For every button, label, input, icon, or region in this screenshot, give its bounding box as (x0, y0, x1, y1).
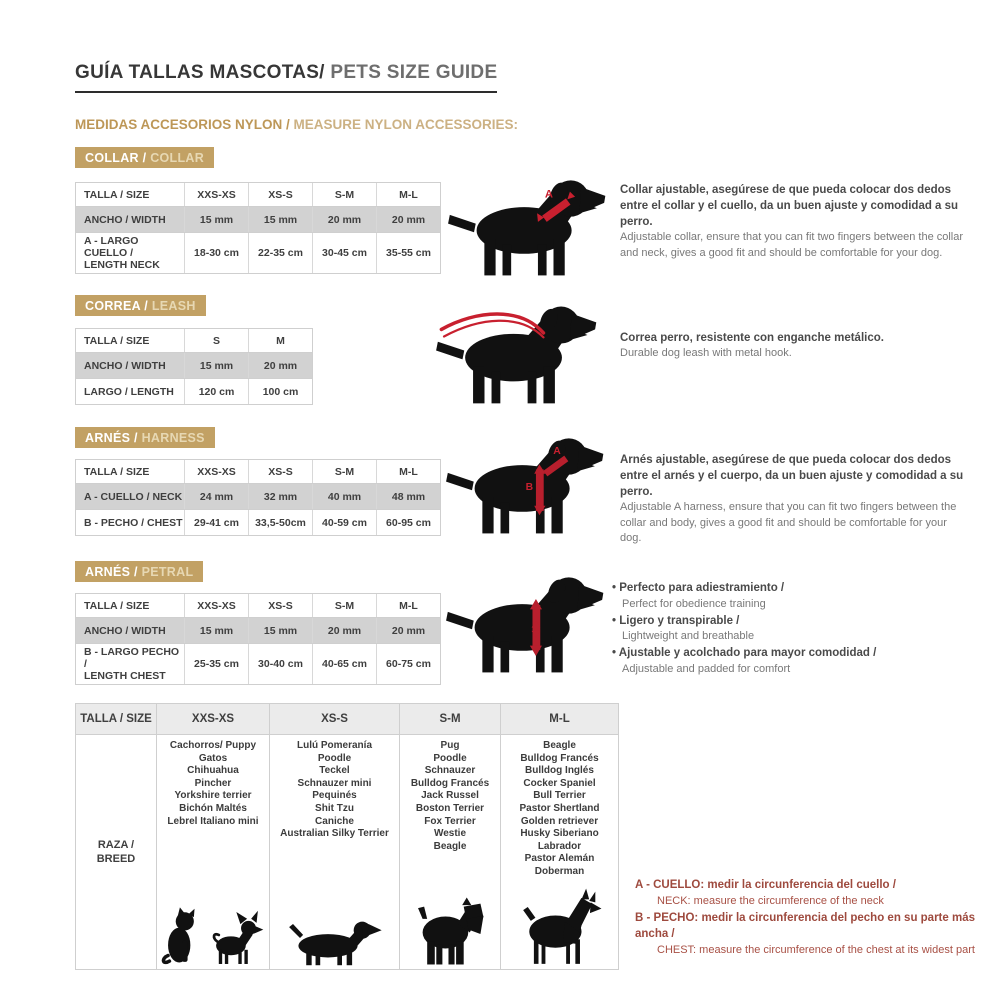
table-cell: ANCHO / WIDTH (84, 359, 166, 372)
table-col-header: TALLA / SIZE (84, 465, 150, 478)
table-cell: 20 mm (312, 618, 376, 643)
table-cell: 15 mm (184, 618, 248, 643)
table-cell: A - LARGO CUELLO / LENGTH NECK (84, 235, 160, 271)
breed-table (75, 703, 619, 970)
col-header-xxs-xs: XXS-XS (156, 704, 269, 734)
table-cell: 25-35 cm (184, 644, 248, 684)
col-header-size: TALLA / SIZE (76, 704, 156, 734)
leash-section-tag (75, 295, 206, 316)
breed-item: Doberman (534, 865, 585, 877)
table-col-header: S (184, 329, 248, 352)
schnauzer-icon (413, 896, 487, 966)
row-label-en: BREED (96, 853, 136, 865)
table-col-header: TALLA / SIZE (84, 334, 150, 347)
collar-section-tag (75, 147, 214, 168)
row-label-es: RAZA / (97, 839, 135, 851)
breed-item: Pincher (194, 777, 232, 789)
bullet-es: • Perfecto para adiestramiento / (612, 582, 785, 594)
doberman-icon (517, 888, 603, 966)
harness-mark-a: A (553, 445, 561, 457)
dog-collar-icon (448, 170, 608, 278)
harness-description (620, 452, 965, 546)
table-cell: 15 mm (248, 618, 312, 643)
table-col-header: S-M (312, 460, 376, 483)
breed-item: Bichón Maltés (179, 802, 247, 814)
breed-col-xxs-xs (156, 735, 269, 969)
tag-es: COLLAR / (85, 151, 147, 165)
harness-table (75, 459, 441, 536)
breed-item: Bulldog Inglés (525, 765, 594, 777)
breed-item: Bulldog Francés (410, 777, 490, 789)
table-col-header: M-L (376, 594, 440, 617)
cat-icon (161, 906, 203, 966)
petral-section-tag (75, 561, 203, 582)
breed-item: Lebrel Italiano mini (167, 815, 259, 827)
table-cell: 15 mm (248, 207, 312, 232)
breed-item: Fox Terrier (424, 815, 476, 827)
petral-features (612, 580, 972, 678)
table-col-header: M (248, 329, 312, 352)
breed-row-label (76, 735, 156, 969)
page-title-es: GUÍA TALLAS MASCOTAS/ (75, 62, 325, 83)
breed-item: Boston Terrier (415, 802, 485, 814)
table-cell: 40-65 cm (312, 644, 376, 684)
table-cell: 18-30 cm (184, 233, 248, 273)
breed-col-xs-s (269, 735, 399, 969)
breed-item: Schnauzer mini (297, 777, 372, 789)
col-header-m-l: M-L (500, 704, 618, 734)
collar-description (620, 182, 965, 261)
breed-item: Bull Terrier (533, 790, 586, 802)
tag-en: COLLAR (146, 151, 205, 165)
measure-notes (635, 877, 1000, 959)
subtitle-es: MEDIDAS ACCESORIOS NYLON / (75, 117, 290, 132)
table-col-header: XS-S (248, 183, 312, 206)
harness-desc-es: Arnés ajustable, asegúrese de que pueda colocar dos dedos entre el arnés y el cuerpo, da un buen ajuste y comodidad a su perro. (620, 454, 964, 499)
breed-item: Caniche (315, 815, 354, 827)
breed-item: Beagle (433, 840, 467, 852)
tag-es: ARNÉS / (85, 565, 138, 579)
breed-item: Pequinés (312, 790, 357, 802)
note-b-es: B - PECHO: medir la circunferencia del pecho en su parte más ancha / (635, 911, 975, 941)
table-cell: ANCHO / WIDTH (84, 213, 166, 226)
table-col-header: M-L (376, 460, 440, 483)
table-cell: B - PECHO / CHEST (84, 516, 183, 529)
tag-en: LEASH (148, 299, 196, 313)
breed-item: Labrador (537, 840, 582, 852)
breed-item: Schnauzer (424, 765, 476, 777)
breed-item: Jack Russel (421, 790, 479, 802)
table-cell: 32 mm (248, 484, 312, 509)
tag-es: ARNÉS / (85, 431, 138, 445)
breed-item: Cachorros/ Puppy (169, 740, 257, 751)
dog-leash-icon (430, 296, 605, 406)
table-cell: 22-35 cm (248, 233, 312, 273)
leash-table (75, 328, 313, 405)
table-cell: 100 cm (248, 379, 312, 404)
dog-harness-icon (446, 428, 606, 536)
breed-item: Pastor Alemán (524, 853, 595, 865)
leash-description (620, 330, 965, 361)
page-subtitle (75, 117, 518, 132)
breed-item: Poodle (317, 752, 352, 764)
table-col-header: TALLA / SIZE (84, 188, 150, 201)
table-col-header: XS-S (248, 460, 312, 483)
table-col-header: XXS-XS (184, 183, 248, 206)
subtitle-en: MEASURE NYLON ACCESSORIES: (289, 117, 519, 132)
table-cell: 48 mm (376, 484, 440, 509)
table-cell: LARGO / LENGTH (84, 385, 174, 398)
harness-mark-b: B (525, 482, 534, 494)
breed-item: Beagle (543, 740, 576, 751)
breed-col-s-m (399, 735, 500, 969)
breed-item: Australian Silky Terrier (280, 828, 389, 840)
table-cell: 30-40 cm (248, 644, 312, 684)
table-cell: 35-55 cm (376, 233, 440, 273)
table-cell: 24 mm (184, 484, 248, 509)
table-cell: 20 mm (312, 207, 376, 232)
table-cell: 20 mm (376, 207, 440, 232)
breed-col-m-l (500, 735, 618, 969)
table-cell: ANCHO / WIDTH (84, 624, 166, 637)
harness-desc-en: Adjustable A harness, ensure that you can fit two fingers between the collar and body, gives a good fit and should be comfortable for your dog. (620, 501, 957, 545)
col-header-xs-s: XS-S (269, 704, 399, 734)
harness-section-tag (75, 427, 215, 448)
petral-table (75, 593, 441, 685)
breed-item: Lulú Pomeranía (296, 740, 372, 751)
breed-item: Chihuahua (187, 765, 239, 777)
breed-item: Pastor Shertland (519, 802, 600, 814)
breed-item: Westie (433, 828, 467, 840)
breed-item: Golden retriever (520, 815, 599, 827)
collar-desc-es: Collar ajustable, asegúrese de que pueda colocar dos dedos entre el collar y el cuello, da un buen ajuste y comodidad a su perro. (620, 184, 959, 229)
bullet-en: Perfect for obedience training (622, 597, 766, 610)
table-col-header: TALLA / SIZE (84, 599, 150, 612)
collar-mark-a: A (544, 188, 553, 201)
breed-item: Poodle (433, 752, 467, 764)
breed-item: Cocker Spaniel (523, 777, 596, 789)
bullet-en: Adjustable and padded for comfort (622, 662, 791, 675)
tag-en: PETRAL (137, 565, 194, 579)
table-col-header: M-L (376, 183, 440, 206)
note-b-en: CHEST: measure the circumference of the chest at its widest part (657, 943, 975, 956)
table-col-header: S-M (312, 183, 376, 206)
table-cell: 20 mm (376, 618, 440, 643)
dog-petral-icon (446, 567, 606, 675)
breed-item: Teckel (319, 765, 350, 777)
page-title-en: PETS SIZE GUIDE (324, 62, 498, 83)
table-cell: 40-59 cm (312, 510, 376, 535)
table-cell: 15 mm (184, 207, 248, 232)
collar-desc-en: Adjustable collar, ensure that you can fit two fingers between the collar and neck, gives a good fit and should be comfortable for your dog. (620, 231, 964, 259)
table-cell: 33,5-50cm (248, 510, 312, 535)
table-cell: B - LARGO PECHO / LENGTH CHEST (84, 646, 180, 682)
breed-table-header (76, 704, 618, 735)
bullet-es: • Ligero y transpirable / (612, 614, 740, 627)
table-col-header: S-M (312, 594, 376, 617)
chihuahua-icon (209, 908, 265, 966)
tag-en: HARNESS (137, 431, 205, 445)
breed-item: Bulldog Francés (520, 752, 599, 764)
breed-item: Pug (440, 740, 460, 751)
table-col-header: XS-S (248, 594, 312, 617)
col-header-s-m: S-M (399, 704, 500, 734)
table-cell: 120 cm (184, 379, 248, 404)
table-cell: 15 mm (184, 353, 248, 378)
table-cell: 40 mm (312, 484, 376, 509)
table-cell: 29-41 cm (184, 510, 248, 535)
leash-desc-es: Correa perro, resistente con enganche metálico. (620, 332, 884, 344)
bullet-es: • Ajustable y acolchado para mayor comodidad / (612, 647, 877, 660)
table-col-header: XXS-XS (184, 460, 248, 483)
dachshund-icon (286, 910, 384, 966)
breed-item: Shit Tzu (315, 802, 354, 814)
leash-desc-en: Durable dog leash with metal hook. (620, 347, 792, 360)
tag-es: CORREA / (85, 299, 149, 313)
table-cell: 60-95 cm (376, 510, 440, 535)
table-cell: 60-75 cm (376, 644, 440, 684)
breed-item: Husky Siberiano (520, 828, 599, 840)
breed-item: Yorkshire terrier (174, 790, 252, 802)
collar-table (75, 182, 441, 274)
table-col-header: XXS-XS (184, 594, 248, 617)
note-a-en: NECK: measure the circumference of the neck (657, 894, 884, 907)
table-cell: A - CUELLO / NECK (84, 490, 183, 503)
table-cell: 30-45 cm (312, 233, 376, 273)
note-a-es: A - CUELLO: medir la circunferencia del cuello / (635, 879, 896, 891)
bullet-en: Lightweight and breathable (622, 630, 755, 643)
breed-item: Gatos (198, 752, 228, 764)
page-title (75, 62, 497, 93)
table-cell: 20 mm (248, 353, 312, 378)
